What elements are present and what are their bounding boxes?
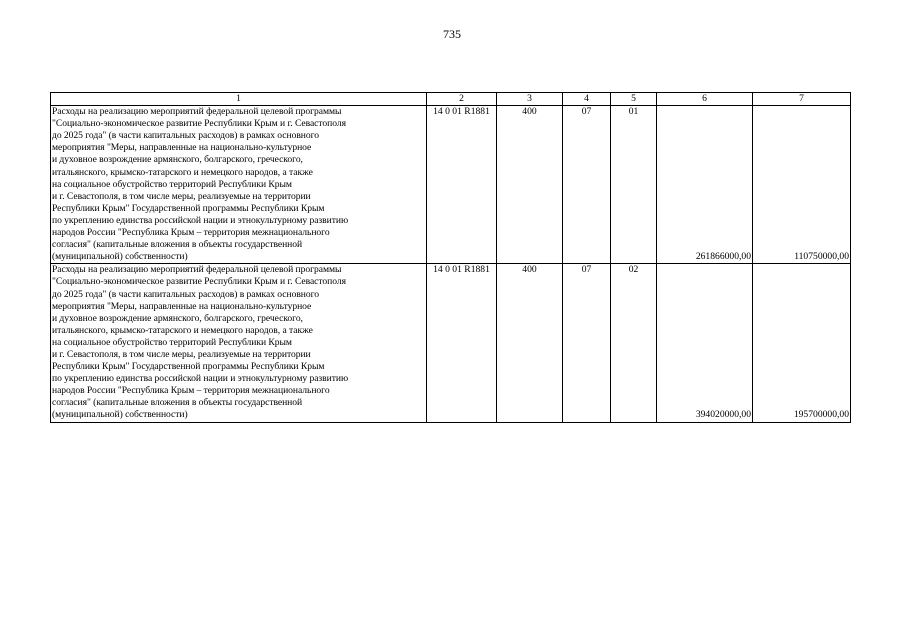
section-code: 07 [563, 264, 611, 422]
table-row [51, 264, 851, 422]
subsection-code: 02 [611, 264, 657, 422]
description-line: и г. Севастополя, в том числе меры, реализуемые на территории [52, 348, 311, 360]
header-col-2: 2 [427, 93, 497, 106]
expense-type-code: 400 [497, 264, 563, 422]
description-line: народов России "Республика Крым – территория межнационального [52, 385, 330, 397]
amount-col-6: 394020000,00 [657, 264, 753, 422]
amount-col-7: 195700000,00 [753, 264, 851, 422]
description-line: до 2025 года" (в части капитальных расходов) в рамках основного [52, 130, 320, 142]
header-col-4: 4 [563, 93, 611, 106]
description-line: согласия" (капитальные вложения в объекты государственной [52, 239, 303, 251]
target-article-code: 14 0 01 R1881 [427, 264, 497, 422]
description-line: и духовное возрождение армянского, болгарского, греческого, [52, 154, 303, 166]
description-line: до 2025 года" (в части капитальных расходов) в рамках основного [52, 288, 320, 300]
description-line: Расходы на реализацию мероприятий федеральной целевой программы [52, 106, 342, 118]
expense-type-code: 400 [497, 106, 563, 264]
description-line: "Социально-экономическое развитие Республики Крым и г. Севастополя [52, 276, 346, 288]
header-col-6: 6 [657, 93, 753, 106]
target-article-code: 14 0 01 R1881 [427, 106, 497, 264]
description-line: по укреплению единства российской нации и этнокультурному развитию [52, 214, 349, 226]
amount-col-6: 261866000,00 [657, 106, 753, 264]
description-line: по укреплению единства российской нации и этнокультурному развитию [52, 373, 349, 385]
description-line: на социальное обустройство территорий Республики Крым [52, 336, 292, 348]
table-row [51, 106, 851, 264]
description-line: Расходы на реализацию мероприятий федеральной целевой программы [52, 264, 342, 276]
description-line: "Социально-экономическое развитие Республики Крым и г. Севастополя [52, 118, 346, 130]
description-line: мероприятия "Меры, направленные на национально-культурное [52, 142, 312, 154]
expense-description [51, 264, 427, 422]
description-line: и г. Севастополя, в том числе меры, реализуемые на территории [52, 190, 311, 202]
description-line: согласия" (капитальные вложения в объекты государственной [52, 397, 303, 409]
amount-col-7: 110750000,00 [753, 106, 851, 264]
header-col-5: 5 [611, 93, 657, 106]
description-line: Республики Крым" Государственной программы Республики Крым [52, 361, 325, 373]
description-line: и духовное возрождение армянского, болгарского, греческого, [52, 312, 303, 324]
description-line: народов России "Республика Крым – территория межнационального [52, 227, 330, 239]
header-col-1: 1 [51, 93, 427, 106]
description-line: итальянского, крымско-татарского и немецкого народов, а также [52, 166, 313, 178]
section-code: 07 [563, 106, 611, 264]
description-line: на социальное обустройство территорий Республики Крым [52, 178, 292, 190]
description-line: (муниципальной) собственности) [52, 409, 188, 421]
table-header-row [51, 93, 851, 106]
expense-description [51, 106, 427, 264]
description-line: мероприятия "Меры, направленные на национально-культурное [52, 300, 312, 312]
description-line: Республики Крым" Государственной программы Республики Крым [52, 202, 325, 214]
header-col-3: 3 [497, 93, 563, 106]
page-number: 735 [443, 27, 461, 41]
description-line: итальянского, крымско-татарского и немецкого народов, а также [52, 324, 313, 336]
subsection-code: 01 [611, 106, 657, 264]
header-col-7: 7 [753, 93, 851, 106]
description-line: (муниципальной) собственности) [52, 251, 188, 263]
budget-table [50, 92, 851, 423]
